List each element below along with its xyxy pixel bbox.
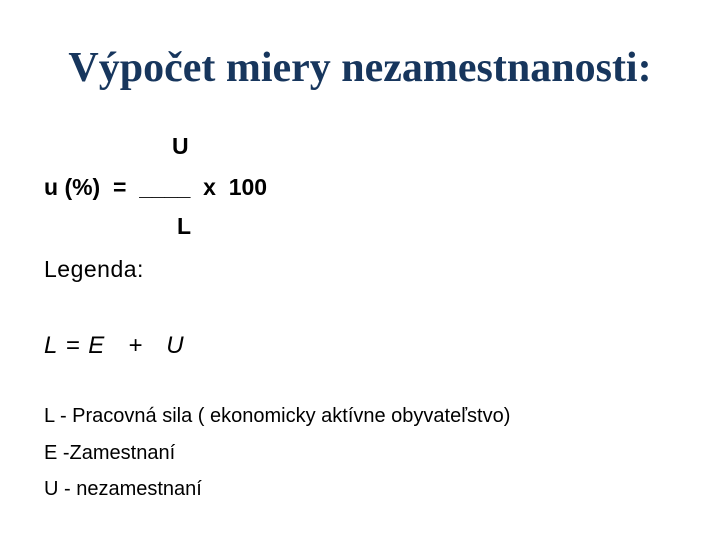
slide-title: Výpočet miery nezamestnanosti: bbox=[68, 45, 652, 91]
legend-heading: Legenda: bbox=[44, 256, 144, 282]
formula-numerator: U bbox=[172, 133, 189, 159]
definition-employed: E -Zamestnaní bbox=[44, 442, 176, 464]
definition-labor-force: L - Pracovná sila ( ekonomicky aktívne obyvateľstvo) bbox=[44, 405, 511, 427]
formula-expression: u (%) = ____ x 100 bbox=[44, 174, 268, 200]
definition-unemployed: U - nezamestnaní bbox=[44, 478, 202, 500]
formula-denominator: L bbox=[177, 213, 192, 239]
labor-force-identity: L = E + U bbox=[44, 332, 185, 359]
